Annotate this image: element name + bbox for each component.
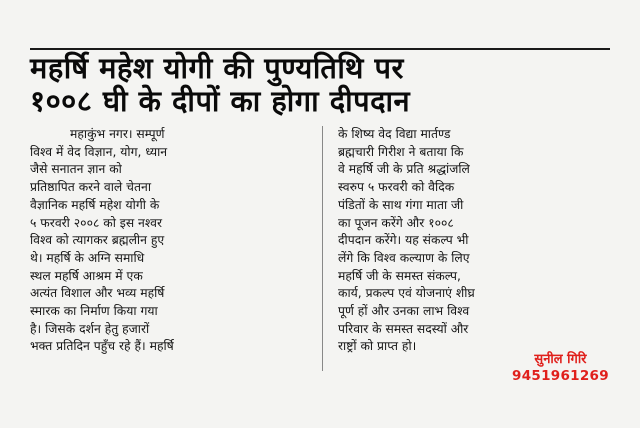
article-line: विश्व में वेद विज्ञान, योग, ध्यान	[30, 144, 168, 159]
article-line: लेंगे कि विश्व कल्याण के लिए	[338, 250, 470, 265]
article-line: जैसे सनातन ज्ञान को	[30, 162, 122, 177]
article-line: राष्ट्रों को प्राप्त हो।	[338, 339, 417, 354]
article-line: वे महर्षि जी के प्रति श्रद्धांजलि	[338, 162, 470, 177]
article-line: महर्षि जी के समस्त संकल्प,	[338, 268, 461, 283]
article-column-right	[338, 126, 608, 356]
article-line: का पूजन करेंगे और १००८	[338, 215, 454, 230]
article-line: भक्त प्रतिदिन पहुँच रहे हैं। महर्षि	[30, 339, 174, 354]
top-rule	[30, 48, 610, 50]
article-line: अत्यंत विशाल और भव्य महर्षि	[30, 286, 165, 301]
reporter-name: सुनील गिरि	[534, 352, 587, 367]
headline-line-1: महर्षि महेश योगी की पुण्यतिथि पर	[30, 51, 404, 85]
article-line: विश्व को त्यागकर ब्रह्मलीन हुए	[30, 233, 165, 248]
article-line: स्वरुप ५ फरवरी को वैदिक	[338, 180, 455, 195]
article-line: कार्य, प्रकल्प एवं योजनाएं शीघ्र	[338, 286, 475, 301]
article-line: ब्रह्मचारी गिरीश ने बताया कि	[338, 144, 464, 159]
article-line: है। जिसके दर्शन हेतु हजारों	[30, 321, 150, 336]
article-line: पंडितों के साथ गंगा माता जी	[338, 197, 464, 212]
article-line: वैज्ञानिक महर्षि महेश योगी के	[30, 197, 160, 212]
article-line: ५ फरवरी २००८ को इस नश्वर	[30, 215, 162, 230]
article-line: दीपदान करेंगे। यह संकल्प भी	[338, 233, 469, 248]
article-column-left	[30, 126, 300, 356]
article-line: पूर्ण हों और उनका लाभ विश्व	[338, 304, 470, 319]
article-line: महाकुंभ नगर। सम्पूर्ण	[70, 127, 165, 141]
article-line: थे। महर्षि के अग्नि समाधि	[30, 250, 145, 265]
article-line: स्थल महर्षि आश्रम में एक	[30, 268, 143, 283]
article-line: प्रतिष्ठापित करने वाले चेतना	[30, 180, 152, 195]
headline	[30, 52, 610, 118]
article-line: के शिष्य वेद विद्या मार्तण्ड	[338, 127, 451, 141]
article-body	[30, 126, 610, 376]
column-divider	[322, 126, 323, 371]
byline	[512, 352, 609, 384]
article-line: परिवार के समस्त सदस्यों और	[338, 321, 469, 336]
headline-line-2: १००८ घी के दीपों का होगा दीपदान	[30, 84, 411, 118]
article-line: स्मारक का निर्माण किया गया	[30, 304, 158, 319]
reporter-phone: 9451961269	[512, 368, 609, 384]
